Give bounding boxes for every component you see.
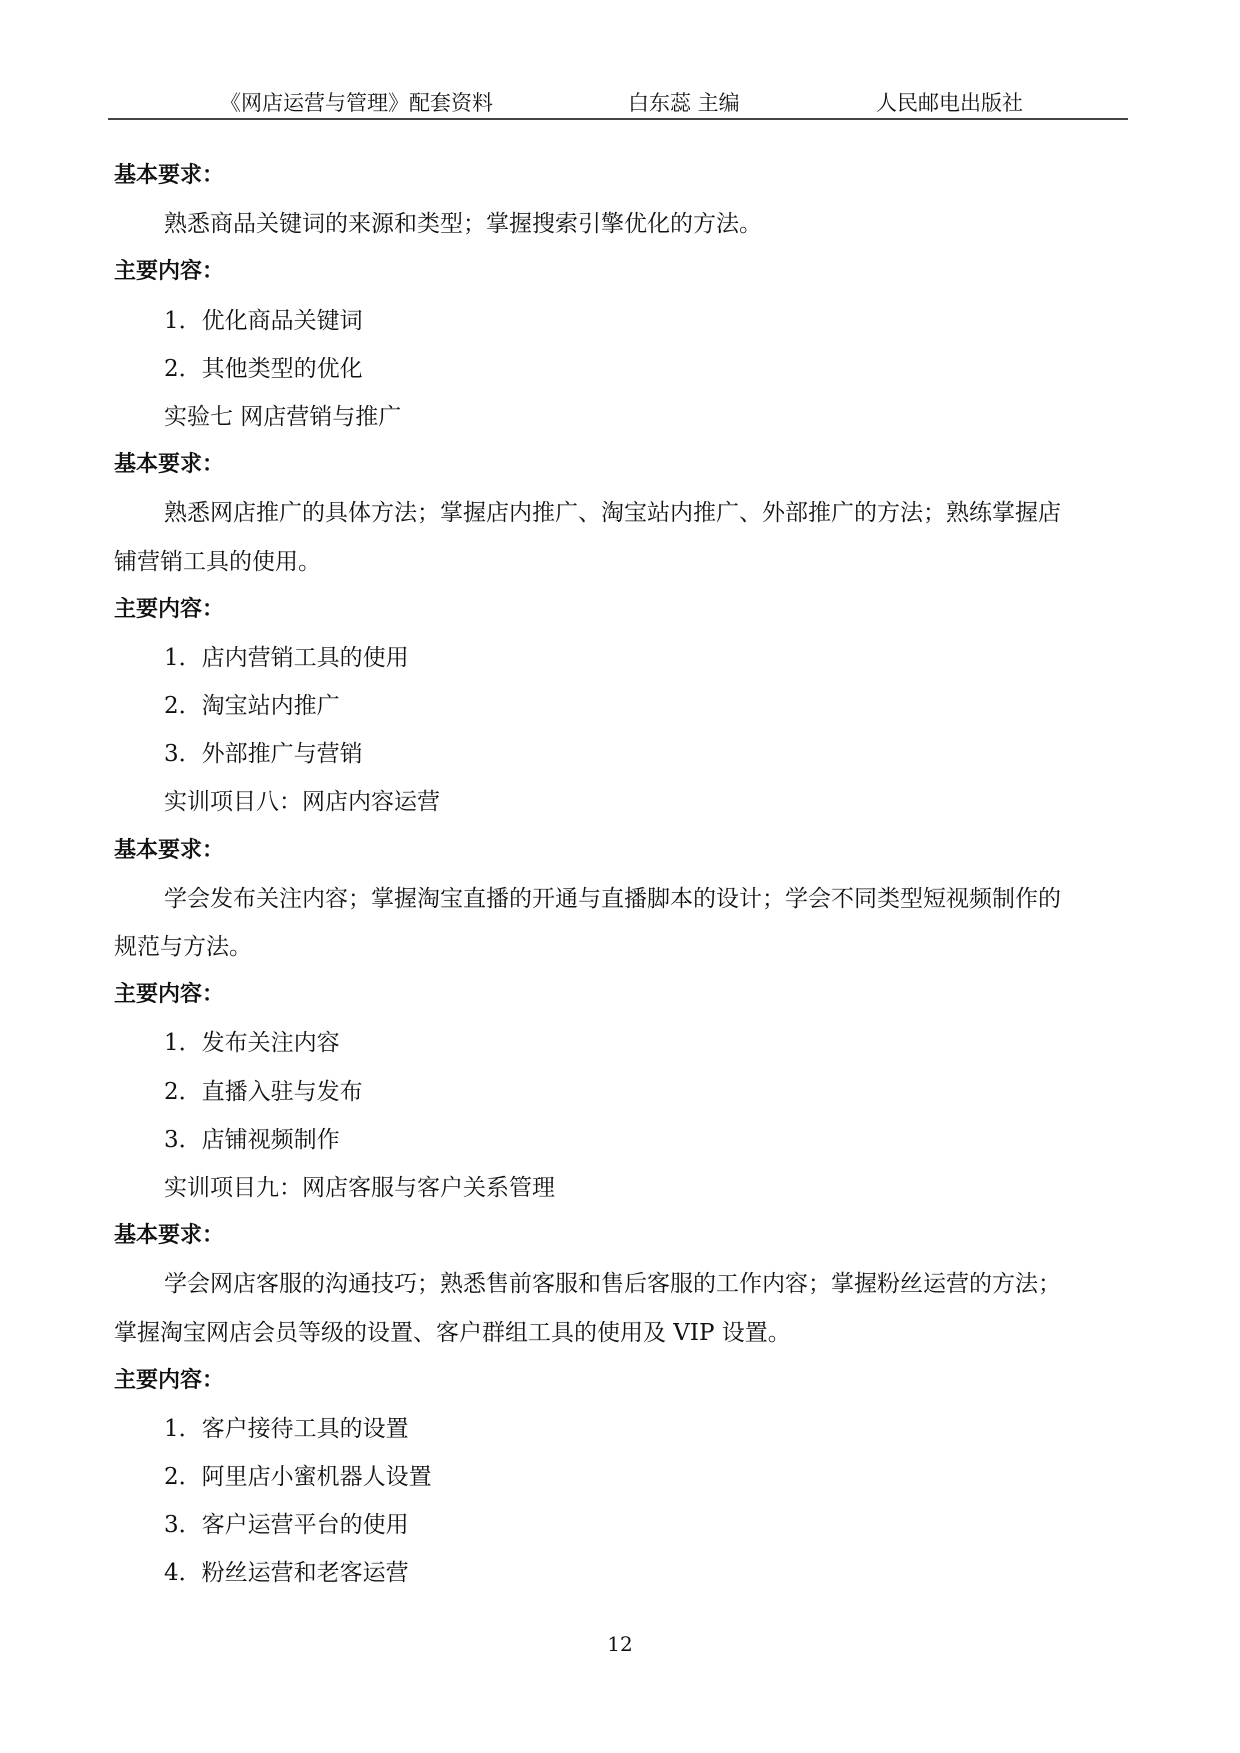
list-item: 2．淘宝站内推广 [164,693,340,720]
list-item: 2．其他类型的优化 [164,355,363,382]
section-heading: 主要内容： [114,982,225,1008]
header-publisher: 人民邮电出版社 [876,91,1023,115]
header-book-title: 《网店运营与管理》配套资料 [220,91,493,115]
paragraph-continued: 掌握淘宝网店会员等级的设置、客户群组工具的使用及 VIP 设置。 [114,1319,791,1346]
section-heading: 基本要求： [114,1223,225,1249]
section-heading: 主要内容： [114,1367,225,1393]
list-item: 1．店内营销工具的使用 [164,644,409,671]
paragraph-continued: 规范与方法。 [114,934,252,960]
list-item: 1．优化商品关键词 [164,307,363,334]
list-item: 1．客户接待工具的设置 [164,1415,409,1442]
list-item: 3．店铺视频制作 [164,1126,340,1153]
section-heading: 主要内容： [114,596,225,622]
paragraph: 学会发布关注内容；掌握淘宝直播的开通与直播脚本的设计；学会不同类型短视频制作的 [164,885,1061,912]
section-heading: 主要内容： [114,259,225,285]
paragraph-continued: 铺营销工具的使用。 [114,548,321,575]
list-item: 2．直播入驻与发布 [164,1078,363,1105]
project-title: 实训项目九：网店客服与客户关系管理 [164,1174,555,1201]
list-item: 4．粉丝运营和老客运营 [164,1560,409,1587]
paragraph: 学会网店客服的沟通技巧；熟悉售前客服和售后客服的工作内容；掌握粉丝运营的方法； [164,1271,1061,1298]
section-heading: 基本要求： [114,837,225,863]
paragraph: 熟悉商品关键词的来源和类型；掌握搜索引擎优化的方法。 [164,211,762,238]
list-item: 2．阿里店小蜜机器人设置 [164,1464,432,1491]
project-title: 实训项目八：网店内容运营 [164,789,440,816]
paragraph: 熟悉网店推广的具体方法；掌握店内推广、淘宝站内推广、外部推广的方法；熟练掌握店 [164,500,1061,527]
page-number: 12 [607,1632,633,1656]
section-heading: 基本要求： [114,163,225,188]
section-heading: 基本要求： [114,452,225,478]
list-item: 3．外部推广与营销 [164,741,363,768]
list-item: 3．客户运营平台的使用 [164,1512,409,1539]
project-title: 实验七 网店营销与推广 [164,403,402,430]
list-item: 1．发布关注内容 [164,1030,340,1057]
page-body [114,152,1124,1598]
header-editor: 白东蕊 主编 [628,91,740,115]
page-header [108,84,1128,120]
